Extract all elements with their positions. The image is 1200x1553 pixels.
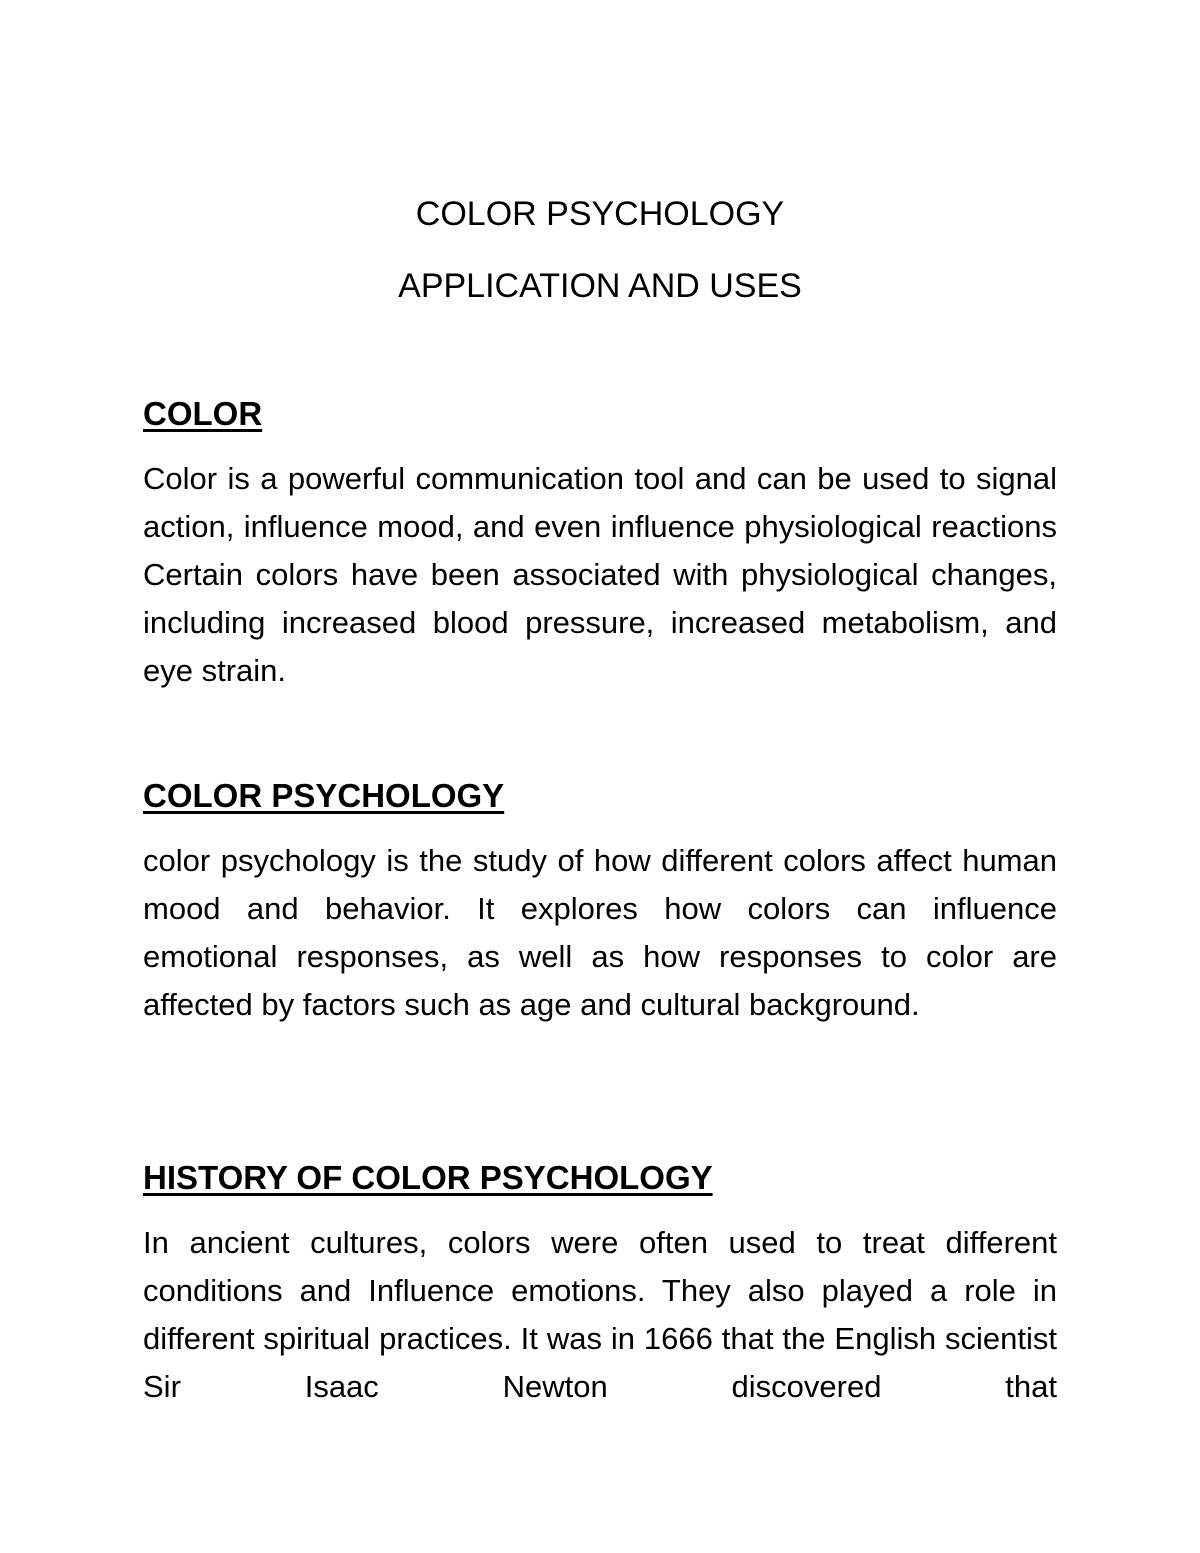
document-subtitle: APPLICATION AND USES: [398, 267, 802, 305]
section-body-history: In ancient cultures, colors were often used to treat different conditions and Influence emotions. They also played a role in different spiritual practices. It was in 1666 that the English scientist Sir Isaac Newton discovered that: [143, 1225, 1057, 1404]
section-heading-history: HISTORY OF COLOR PSYCHOLOGY: [143, 1159, 713, 1196]
section-body-color-psychology: color psychology is the study of how different colors affect human mood and behavior. It explores how colors can influence emotional responses, as well as how responses to color are affected by factors such as age and cultural background.: [143, 843, 1057, 1022]
section-body-color: Color is a powerful communication tool and can be used to signal action, influence mood, and even influence physiological reactions Certain colors have been associated with physiological changes, including increased blood pressure, increased metabolism, and eye strain.: [143, 461, 1057, 688]
section-heading-color: COLOR: [143, 395, 263, 432]
document-title: COLOR PSYCHOLOGY: [415, 195, 785, 233]
section-heading-color-psychology: COLOR PSYCHOLOGY: [143, 777, 505, 814]
